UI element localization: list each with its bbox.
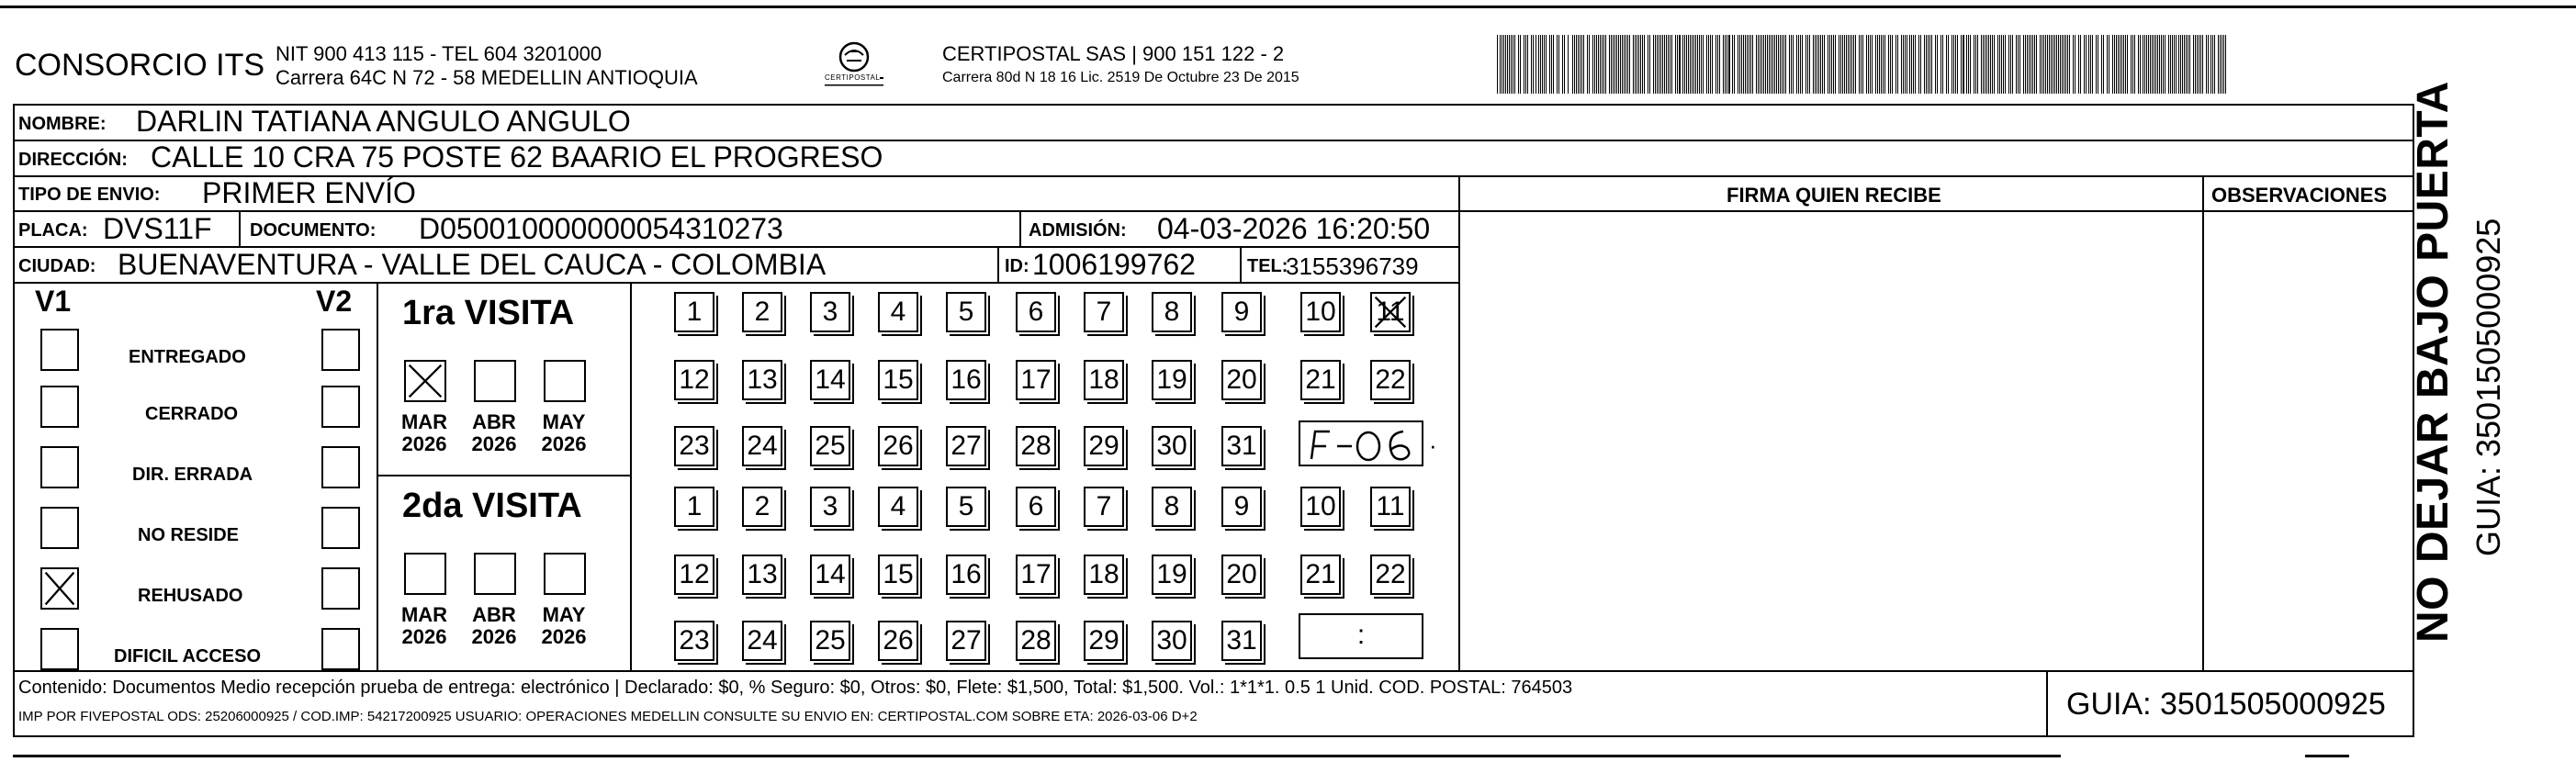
visit2-day-number: 12	[679, 559, 710, 589]
visit2-day-number: 26	[883, 625, 914, 656]
observations-header: OBSERVACIONES	[2211, 184, 2388, 207]
visit1-day-box[interactable]	[1221, 426, 1262, 466]
visit1-day-number: 21	[1305, 364, 1336, 395]
plate-value: DVS11F	[103, 212, 212, 245]
company-name: CONSORCIO ITS	[15, 48, 265, 83]
visit2-day-number: 13	[747, 559, 778, 589]
visit1-day-number: 17	[1020, 364, 1052, 395]
visit2-title: 2da VISITA	[402, 487, 582, 525]
visit1-day-number: 31	[1226, 431, 1257, 461]
visit1-day-box[interactable]	[1016, 292, 1056, 332]
visit1-title: 1ra VISITA	[402, 294, 575, 332]
visit2-day-box[interactable]	[1152, 487, 1192, 527]
visit1-day-number: 3	[822, 297, 838, 327]
visit1-day-box[interactable]	[1300, 360, 1341, 400]
visit2-day-number: 29	[1088, 625, 1119, 656]
visit1-day-box[interactable]	[1221, 292, 1262, 332]
visit2-day-number: 19	[1156, 559, 1187, 589]
visit2-day-box[interactable]	[946, 555, 986, 595]
visit1-month-checkbox[interactable]	[544, 360, 586, 402]
visit2-month-label: ABR	[472, 603, 516, 626]
visit1-day-box[interactable]	[742, 360, 782, 400]
visit2-day-box[interactable]	[878, 487, 918, 527]
plate-label: PLACA:	[18, 220, 88, 241]
visit2-day-box[interactable]	[878, 621, 918, 661]
visit1-day-box[interactable]	[946, 292, 986, 332]
v2-checkbox[interactable]	[321, 386, 360, 428]
certipostal-logo	[808, 40, 900, 94]
status-label: CERRADO	[145, 404, 239, 424]
carrier-line2: Carrera 80d N 18 16 Lic. 2519 De Octubre 23 De 2015	[942, 70, 1299, 85]
visit1-day-number: 4	[890, 297, 906, 327]
visit2-day-box[interactable]	[810, 555, 850, 595]
visit2-day-box[interactable]	[810, 621, 850, 661]
admission-value: 04-03-2026 16:20:50	[1157, 212, 1431, 245]
visit2-day-box[interactable]	[1370, 555, 1411, 595]
visit1-day-number: 2	[754, 297, 771, 327]
visit2-day-number: 22	[1375, 559, 1406, 589]
shipment-label: TIPO DE ENVIO:	[18, 185, 161, 205]
v2-checkbox[interactable]	[321, 446, 360, 488]
visit2-day-box[interactable]	[1016, 487, 1056, 527]
visit2-day-box[interactable]	[674, 555, 714, 595]
visit2-day-box[interactable]	[674, 487, 714, 527]
visit1-time-value	[1300, 422, 1303, 423]
visit1-day-number: 8	[1164, 297, 1180, 327]
signature-header: FIRMA QUIEN RECIBE	[1727, 184, 1941, 207]
visit2-day-number: 5	[958, 491, 974, 521]
visit1-day-number: 23	[679, 431, 710, 461]
visit1-month-checkbox[interactable]	[474, 360, 516, 402]
visit1-day-box[interactable]	[742, 292, 782, 332]
visit1-day-number: 7	[1096, 297, 1112, 327]
visit2-month-year: 2026	[541, 625, 587, 648]
visit2-day-number: 21	[1305, 559, 1336, 589]
visit2-day-number: 24	[747, 625, 778, 656]
visit2-day-box[interactable]	[742, 487, 782, 527]
visit1-month-label: ABR	[472, 410, 516, 433]
top-border	[0, 6, 2576, 8]
visit1-day-box[interactable]	[946, 360, 986, 400]
visit2-month-year: 2026	[401, 625, 447, 648]
visit2-day-box[interactable]	[878, 555, 918, 595]
status-label: DIR. ERRADA	[132, 465, 253, 485]
visit2-day-number: 14	[815, 559, 846, 589]
visit1-day-number: 1	[686, 297, 703, 327]
v1-checkbox[interactable]	[40, 446, 79, 488]
v2-checkbox[interactable]	[321, 628, 360, 670]
visit2-day-number: 8	[1164, 491, 1180, 521]
visit1-month-year: 2026	[471, 432, 517, 455]
visit2-day-box[interactable]	[1152, 555, 1192, 595]
visit2-day-number: 27	[951, 625, 982, 656]
visit1-day-number: 15	[883, 364, 914, 395]
visit1-day-box[interactable]	[810, 360, 850, 400]
visit2-day-number: 6	[1028, 491, 1044, 521]
id-value: 1006199762	[1032, 248, 1196, 281]
tel-label: TEL:	[1247, 256, 1288, 276]
visit1-day-number: 11	[1376, 297, 1405, 327]
status-label: REHUSADO	[138, 586, 243, 606]
address-label: DIRECCIÓN:	[18, 150, 128, 170]
visit1-day-box[interactable]	[810, 292, 850, 332]
visit2-day-box[interactable]	[1152, 621, 1192, 661]
visit2-day-box[interactable]	[1084, 555, 1124, 595]
visit1-day-number: 22	[1375, 364, 1406, 395]
visit2-day-box[interactable]	[1221, 621, 1262, 661]
visit1-month-label: MAR	[400, 410, 448, 433]
visit1-day-number: 20	[1226, 364, 1257, 395]
visit1-day-box[interactable]	[1084, 360, 1124, 400]
visit1-day-box[interactable]	[674, 292, 714, 332]
visit2-day-box[interactable]	[946, 487, 986, 527]
status-label: NO RESIDE	[138, 525, 240, 545]
visit1-day-number: 25	[815, 431, 846, 461]
status-label: ENTREGADO	[129, 347, 246, 367]
v1-checkbox[interactable]	[40, 386, 79, 428]
visit1-day-number: 28	[1020, 431, 1052, 461]
city-value: BUENAVENTURA - VALLE DEL CAUCA - COLOMBIA	[118, 248, 827, 281]
visit1-day-box[interactable]	[1221, 360, 1262, 400]
document-label: DOCUMENTO:	[250, 220, 377, 241]
visit2-day-box[interactable]	[1300, 487, 1341, 527]
visit2-time-box[interactable]	[1299, 613, 1423, 659]
visit1-day-number: 16	[951, 364, 982, 395]
visit1-day-box[interactable]	[1152, 360, 1192, 400]
visit2-day-box[interactable]	[946, 621, 986, 661]
v2-checkbox[interactable]	[321, 507, 360, 549]
visit2-day-number: 18	[1088, 559, 1119, 589]
visit2-day-number: 1	[686, 491, 703, 521]
visit2-day-number: 9	[1233, 491, 1250, 521]
visit1-day-number: 27	[951, 431, 982, 461]
visit2-day-box[interactable]	[1016, 621, 1056, 661]
visit2-day-number: 25	[815, 625, 846, 656]
visit1-day-box[interactable]	[878, 292, 918, 332]
visit2-day-number: 30	[1156, 625, 1187, 656]
footer-line1: Contenido: Documentos Medio recepción prueba de entrega: electrónico | Declarado: $0, % Seguro: $0, Otros: $0, Flete: $1,500, Total: $1,500. Vol.: 1*1*1. 0.5 1 Unid. COD. POSTAL: 764503	[18, 678, 1573, 698]
visit1-day-box[interactable]	[742, 426, 782, 466]
v2-checkbox[interactable]	[321, 329, 360, 371]
visit2-month-label: MAR	[400, 603, 448, 626]
visit1-day-number: 24	[747, 431, 778, 461]
carrier-line1: CERTIPOSTAL SAS | 900 151 122 - 2	[942, 42, 1285, 65]
visit1-month-checkbox[interactable]	[404, 360, 446, 402]
visit1-day-box[interactable]	[1016, 426, 1056, 466]
visit2-day-number: 23	[679, 625, 710, 656]
side-guia-text: GUIA: 3501505000925	[2469, 218, 2507, 556]
visit2-day-number: 16	[951, 559, 982, 589]
visit1-day-box[interactable]	[1084, 292, 1124, 332]
name-value: DARLIN TATIANA ANGULO ANGULO	[136, 105, 631, 138]
barcode	[1497, 35, 2232, 94]
visit2-day-box[interactable]	[742, 555, 782, 595]
visit1-day-number: 19	[1156, 364, 1187, 395]
visit2-day-box[interactable]	[810, 487, 850, 527]
visit2-day-number: 28	[1020, 625, 1052, 656]
visit2-day-box[interactable]	[674, 621, 714, 661]
v1-checkbox[interactable]	[40, 567, 79, 610]
v1-checkbox[interactable]	[40, 507, 79, 549]
visit1-day-number: 26	[883, 431, 914, 461]
visit1-day-box[interactable]	[1300, 292, 1341, 332]
visit1-day-number: 9	[1233, 297, 1250, 327]
visit2-day-number: 3	[822, 491, 838, 521]
visit2-day-box[interactable]	[1300, 555, 1341, 595]
admission-label: ADMISIÓN:	[1029, 220, 1127, 241]
visit1-time-box[interactable]	[1299, 420, 1423, 466]
visit2-month-year: 2026	[471, 625, 517, 648]
visit2-day-box[interactable]	[1221, 487, 1262, 527]
address-value: CALLE 10 CRA 75 POSTE 62 BAARIO EL PROGRESO	[151, 140, 883, 174]
shipment-value: PRIMER ENVÍO	[202, 176, 416, 209]
visit1-day-box[interactable]	[1016, 360, 1056, 400]
visit1-day-number: 6	[1028, 297, 1044, 327]
visit2-day-number: 11	[1376, 491, 1405, 521]
logo-text: CERTIPOSTAL	[825, 73, 881, 82]
visit2-month-label: MAY	[542, 603, 586, 626]
visit2-month-checkbox[interactable]	[474, 553, 516, 595]
visit1-day-box[interactable]	[674, 360, 714, 400]
footer-line2: IMP POR FIVEPOSTAL ODS: 25206000925 / COD.IMP: 54217200925 USUARIO: OPERACIONES MEDELLIN CONSULTE SU ENVIO EN: CERTIPOSTAL.COM SOBRE ETA: 2026-03-06 D+2	[18, 709, 1198, 724]
visit1-day-box[interactable]	[810, 426, 850, 466]
visit1-day-box[interactable]	[946, 426, 986, 466]
visit1-day-number: 5	[958, 297, 974, 327]
visit2-day-number: 17	[1020, 559, 1052, 589]
v1-checkbox[interactable]	[40, 628, 79, 670]
visit1-month-year: 2026	[401, 432, 447, 455]
visit1-day-box[interactable]	[1152, 292, 1192, 332]
visit1-day-number: 10	[1305, 297, 1336, 327]
visit1-month-label: MAY	[542, 410, 586, 433]
visit1-day-box[interactable]	[1084, 426, 1124, 466]
v2-checkbox[interactable]	[321, 567, 360, 610]
visit2-day-box[interactable]	[1221, 555, 1262, 595]
visit2-time-placeholder: :	[1356, 620, 1366, 650]
visit2-month-checkbox[interactable]	[544, 553, 586, 595]
visit1-day-number: 29	[1088, 431, 1119, 461]
visit2-day-box[interactable]	[742, 621, 782, 661]
visit2-day-box[interactable]	[1084, 621, 1124, 661]
visit1-day-number: 18	[1088, 364, 1119, 395]
v1-checkbox[interactable]	[40, 329, 79, 371]
document-value: D050010000000054310273	[419, 212, 783, 245]
visit2-day-box[interactable]	[1016, 555, 1056, 595]
v1-label: V1	[35, 285, 72, 318]
v2-label: V2	[316, 285, 353, 318]
visit2-day-box[interactable]	[1370, 487, 1411, 527]
company-line2: Carrera 64C N 72 - 58 MEDELLIN ANTIOQUIA	[276, 66, 698, 89]
id-label: ID:	[1005, 256, 1029, 276]
footer-guia: GUIA: 3501505000925	[2066, 687, 2386, 722]
name-label: NOMBRE:	[18, 114, 107, 134]
visit1-day-box[interactable]	[1370, 292, 1411, 332]
visit1-day-number: 12	[679, 364, 710, 395]
visit1-day-box[interactable]	[674, 426, 714, 466]
visit2-day-number: 7	[1096, 491, 1112, 521]
visit1-day-number: 14	[815, 364, 846, 395]
status-label: DIFICIL ACCESO	[114, 646, 262, 667]
visit2-day-number: 15	[883, 559, 914, 589]
visit2-day-number: 10	[1305, 491, 1336, 521]
visit1-day-box[interactable]	[1370, 360, 1411, 400]
company-line1: NIT 900 413 115 - TEL 604 3201000	[276, 42, 602, 65]
side-warning-text: NO DEJAR BAJO PUERTA	[2409, 81, 2458, 643]
visit2-day-number: 31	[1226, 625, 1257, 656]
visit2-day-number: 20	[1226, 559, 1257, 589]
visit1-month-year: 2026	[541, 432, 587, 455]
visit1-day-number: 30	[1156, 431, 1187, 461]
visit1-day-number: 13	[747, 364, 778, 395]
visit2-day-box[interactable]	[1084, 487, 1124, 527]
city-label: CIUDAD:	[18, 256, 96, 276]
visit1-day-box[interactable]	[878, 360, 918, 400]
visit2-day-number: 4	[890, 491, 906, 521]
tel-value: 3155396739	[1286, 252, 1419, 280]
visit1-day-box[interactable]	[1152, 426, 1192, 466]
visit2-day-number: 2	[754, 491, 771, 521]
visit2-month-checkbox[interactable]	[404, 553, 446, 595]
visit1-day-box[interactable]	[878, 426, 918, 466]
